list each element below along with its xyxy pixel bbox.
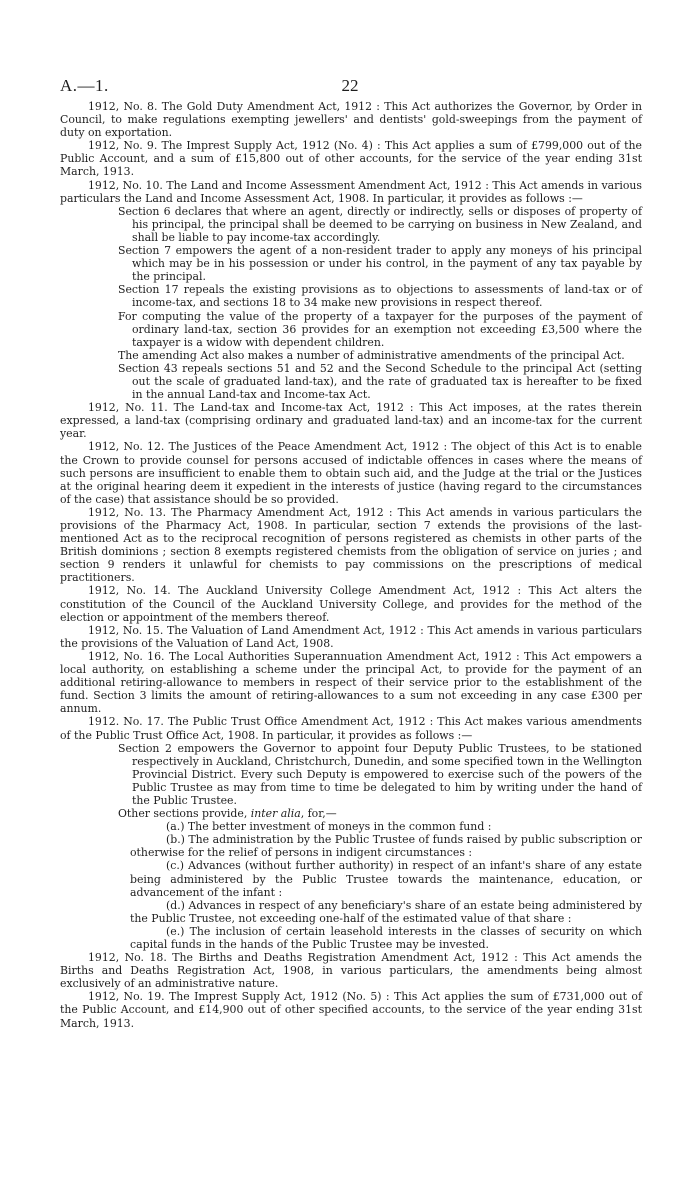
document-body xyxy=(60,100,642,1030)
act-10-section-7: Section 7 empowers the agent of a non-resident trader to apply any moneys of his principal which may be in his possession or under his control, in the payment of any tax payable by the principal. xyxy=(118,244,642,284)
paragraph-act-8: 1912, No. 8. The Gold Duty Amendment Act, 1912 : This Act authorizes the Governor, by Order in Council, to make regulations exempting jewellers' and dentists' gold-sweepings from the payment of duty on exportation. xyxy=(60,100,642,140)
paragraph-act-15: 1912, No. 15. The Valuation of Land Amendment Act, 1912 : This Act amends in various particulars the provisions of the Valuation of Land Act, 1908. xyxy=(60,623,642,650)
paragraph-act-13: 1912, No. 13. The Pharmacy Amendment Act, 1912 : This Act amends in various particulars the provisions of the Pharmacy Act, 1908. In particular, section 7 extends the provisions of the last-mentioned Act as to the reciprocal recognition of persons registered as chemists in other parts of the British dominions ; section 8 exempts registered chemists from the obligation of service on juries ; and section 9 renders it unlawful for chemists to pay commissions on the prescriptions of medical practitioners. xyxy=(60,505,642,585)
act-10-section-43: Section 43 repeals sections 51 and 52 and the Second Schedule to the principal Act (setting out the scale of graduated land-tax), and the rate of graduated tax is hereafter to be fixed in the annual Land-tax and Income-tax Act. xyxy=(118,361,642,402)
act-17-section-2: Section 2 empowers the Governor to appoint four Deputy Public Trustees, to be stationed respectively in Auckland, Christchurch, Dunedin, and some specified town in the Wellington Provincial District. Every such Deputy is empowered to exercise such of the powers of the Public Trustee as may from time to time be delegated to him by writing under the hand of the Public Trustee. xyxy=(118,741,642,807)
other-sections-tail: , for,— xyxy=(300,807,337,821)
parliamentary-paper-reference: A.—1. xyxy=(60,76,109,95)
act-17-other-sections xyxy=(60,807,642,820)
paragraph-act-9: 1912, No. 9. The Imprest Supply Act, 1912 (No. 4) : This Act applies a sum of £799,000 out of the Public Account, and a sum of £15,800 out of other accounts, for the service of the year ending 31st March, 1913. xyxy=(60,139,642,179)
inter-alia: inter alia xyxy=(250,807,301,821)
paragraph-act-18: 1912, No. 18. The Births and Deaths Registration Amendment Act, 1912 : This Act amends the Births and Deaths Registration Act, 1908, in various particulars, the amendments being almost exclusively of an administrative nature. xyxy=(60,951,642,991)
act-10-section-36: For computing the value of the property of a taxpayer for the purposes of the payment of ordinary land-tax, section 36 provides for an exemption not exceeding £3,500 where the taxpayer is a widow with dependent children. xyxy=(118,309,642,349)
other-sections-intro: Other sections provide, xyxy=(118,807,248,821)
act-17-item-a: (a.) The better investment of moneys in the common fund : xyxy=(166,820,492,834)
paragraph-act-14: 1912, No. 14. The Auckland University College Amendment Act, 1912 : This Act alters the constitution of the Council of the Auckland University College, and provides for the method of the election or appointment of the members thereof. xyxy=(60,584,642,624)
act-17-item-e: (e.) The inclusion of certain leasehold interests in the classes of security on which capital funds in the hands of the Public Trustee may be invested. xyxy=(130,924,642,951)
act-10-administrative: The amending Act also makes a number of administrative amendments of the principal Act. xyxy=(118,348,625,362)
act-17-item-c: (c.) Advances (without further authority) in respect of an infant's share of any estate being administered by the Public Trustee towards the maintenance, education, or advancement of the infant : xyxy=(130,859,642,899)
paragraph-act-16: 1912, No. 16. The Local Authorities Superannuation Amendment Act, 1912 : This Act empowers a local authority, on establishing a scheme under the principal Act, to provide for the payment of an additional retiring-allowance to members in respect of their service prior to the establishment of the fund. Section 3 limits the amount of retiring-allowances to a sum not exceeding in any case £300 per annum. xyxy=(60,649,642,716)
paragraph-act-10: 1912, No. 10. The Land and Income Assessment Amendment Act, 1912 : This Act amends in various particulars the Land and Income Assessment Act, 1908. In particular, it provides as follows :— xyxy=(60,178,642,205)
paragraph-act-19: 1912, No. 19. The Imprest Supply Act, 1912 (No. 5) : This Act applies the sum of £731,000 out of the Public Account, and £14,900 out of other specified accounts, to the service of the year ending 31st March, 1913. xyxy=(60,990,642,1030)
act-10-section-17: Section 17 repeals the existing provisions as to objections to assessments of land-tax or of income-tax, and sections 18 to 34 make new provisions in respect thereof. xyxy=(118,283,642,310)
page-number: 22 xyxy=(341,76,359,95)
paragraph-act-12: 1912, No. 12. The Justices of the Peace Amendment Act, 1912 : The object of this Act is to enable the Crown to provide counsel for persons accused of indictable offences in cases where the means of such persons are insufficient to enable them to obtain such aid, and the Judge at the trial or the Justices at the original hearing deem it expedient in the interests of justice (having regard to the circumstances of the case) that assistance should be so provided. xyxy=(60,440,642,506)
act-10-section-6: Section 6 declares that where an agent, directly or indirectly, sells or disposes of property of his principal, the principal shall be deemed to be carrying on business in New Zealand, and shall be liable to pay income-tax accordingly. xyxy=(118,204,642,244)
act-17-item-d: (d.) Advances in respect of any beneficiary's share of an estate being administered by the Public Trustee, not exceeding one-half of the estimated value of that share : xyxy=(130,898,642,925)
paragraph-act-17: 1912. No. 17. The Public Trust Office Amendment Act, 1912 : This Act makes various amendments of the Public Trust Office Act, 1908. In particular, it provides as follows :— xyxy=(60,715,642,742)
paragraph-act-11: 1912, No. 11. The Land-tax and Income-tax Act, 1912 : This Act imposes, at the rates therein expressed, a land-tax (comprising ordinary and graduated land-tax) and an income-tax for the current year. xyxy=(60,401,642,441)
act-17-item-b: (b.) The administration by the Public Trustee of funds raised by public subscription or otherwise for the relief of persons in indigent circumstances : xyxy=(130,833,642,860)
